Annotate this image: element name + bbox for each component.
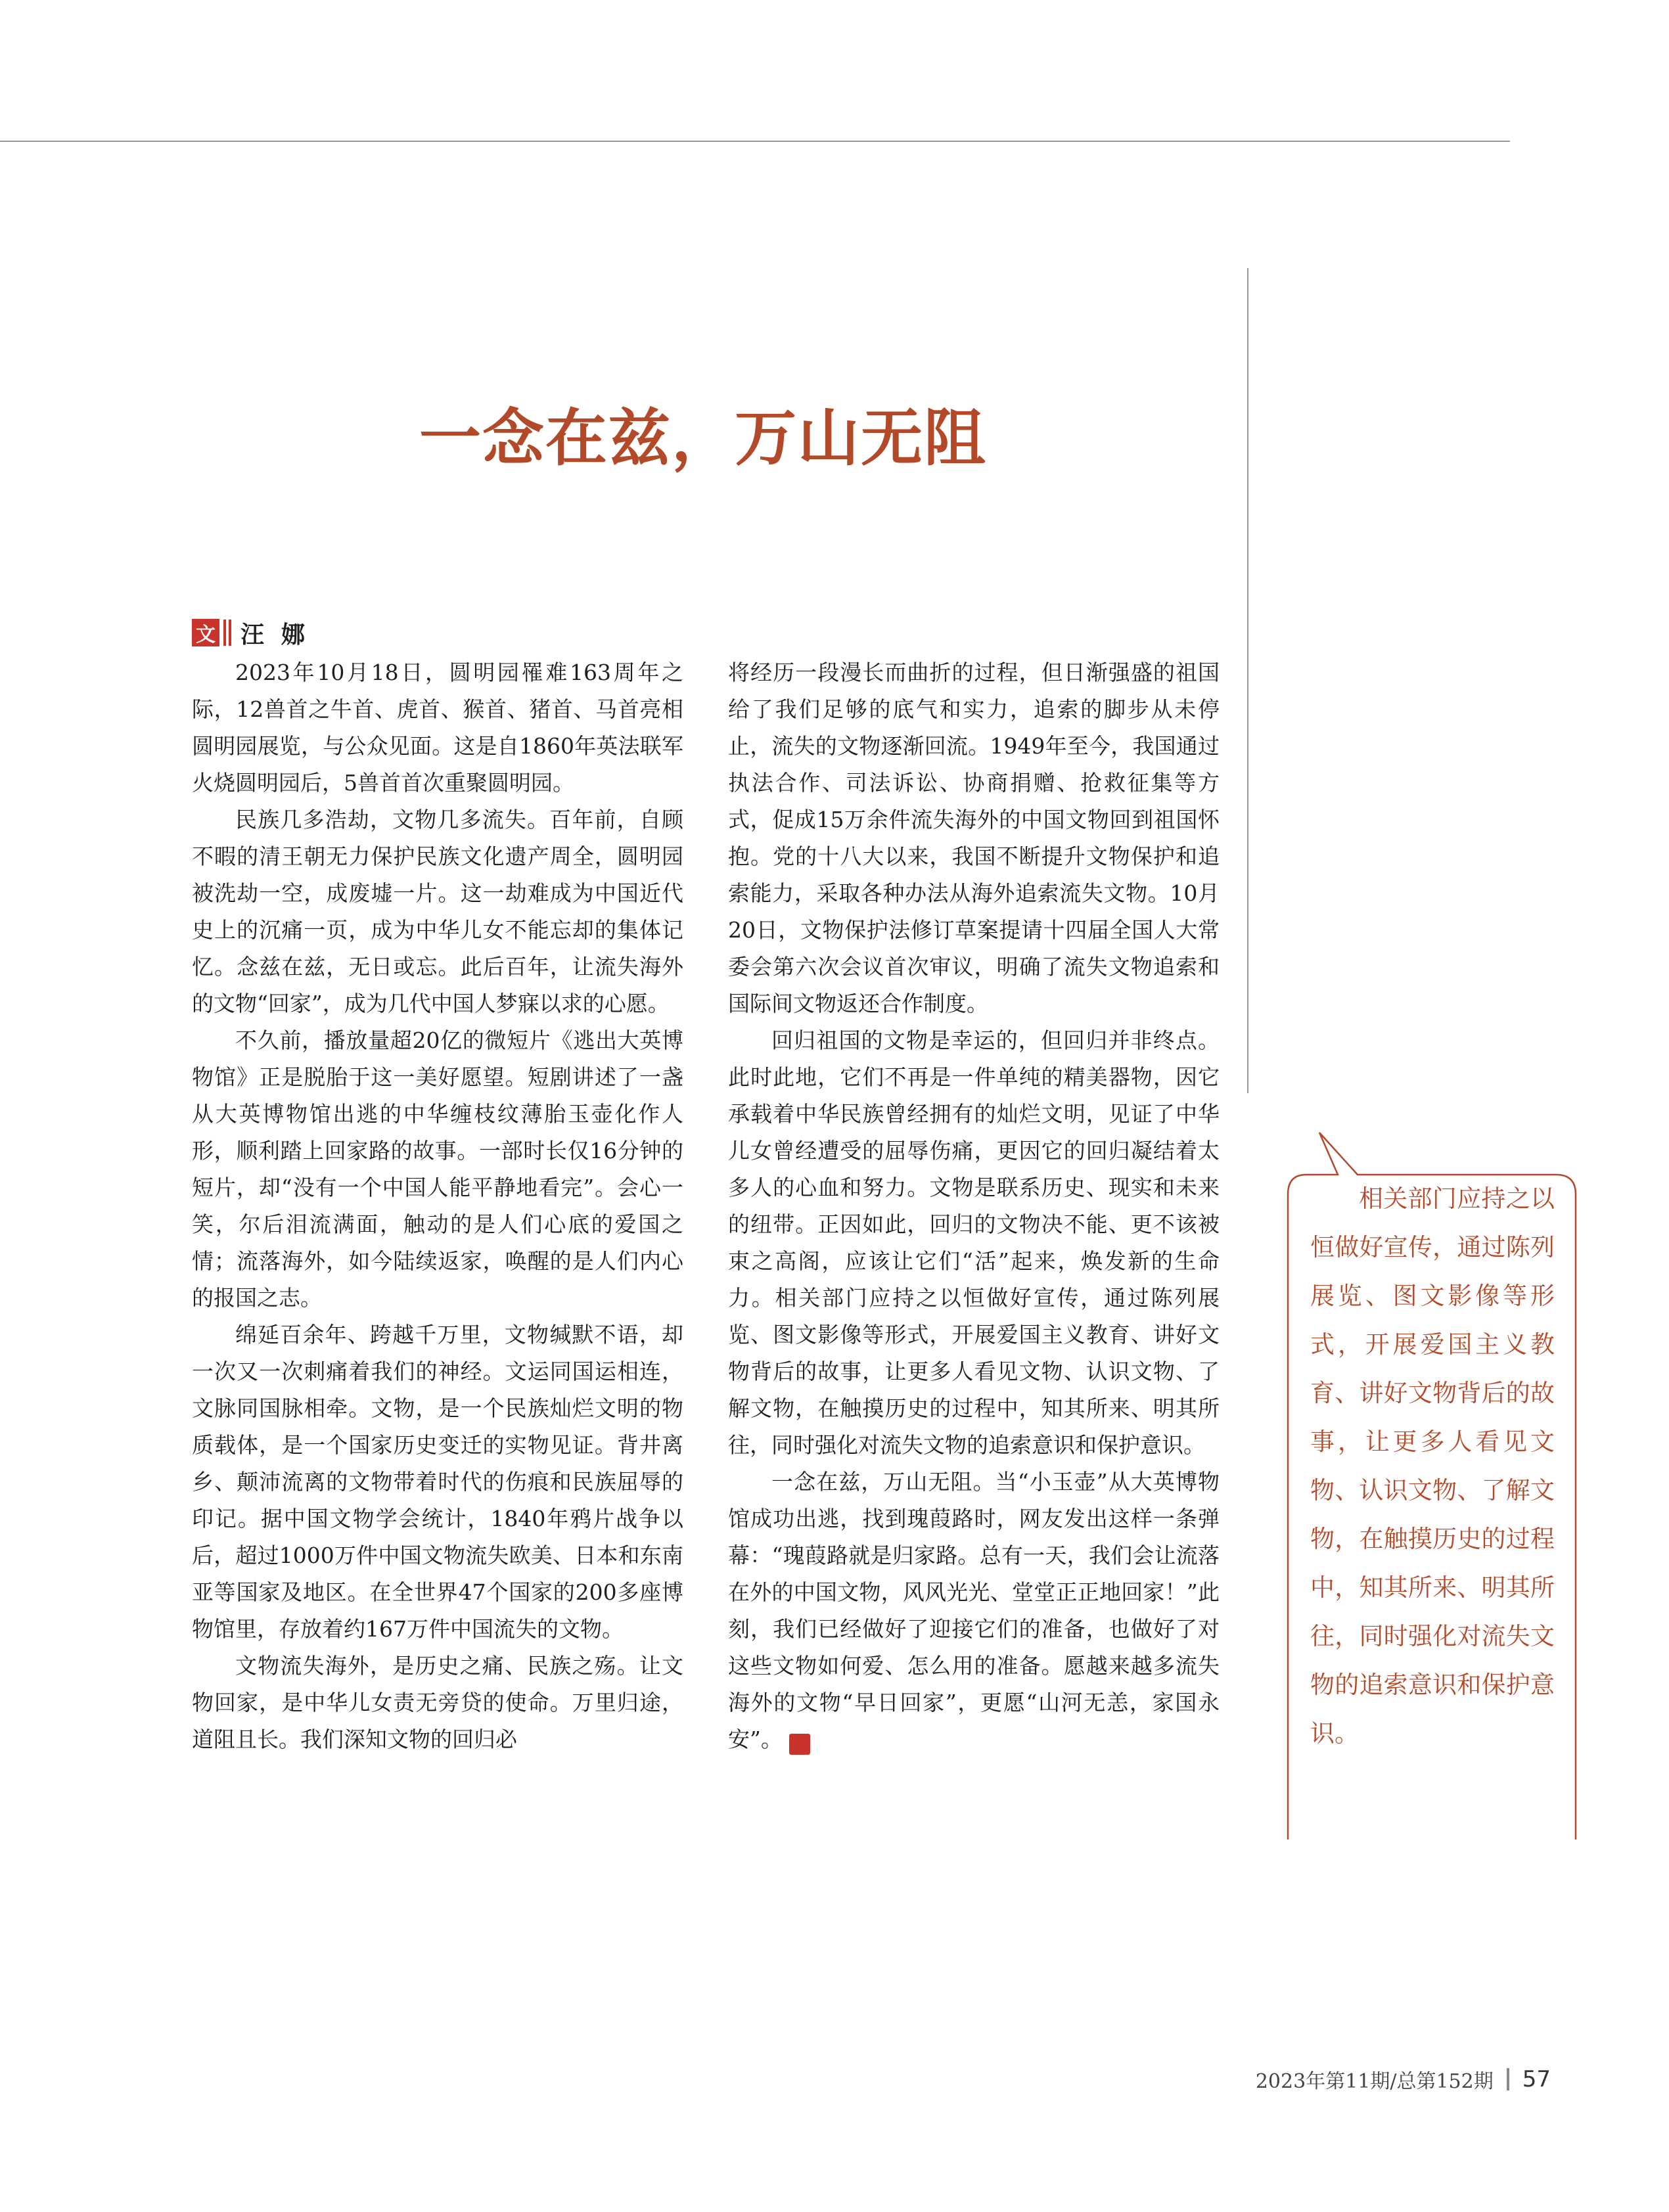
- paragraph: 回归祖国的文物是幸运的，但回归并非终点。此时此地，它们不再是一件单纯的精美器物，因它承载着中华民族曾经拥有的灿烂文明，见证了中华儿女曾经遭受的屈辱伤痛，更因它的回归凝结着太多人的心血和努力。文物是联系历史、现实和未来的纽带。正因如此，回归的文物决不能、更不该被束之高阁，应该让它们“活”起来，焕发新的生命力。相关部门应持之以恒做好宣传，通过陈列展览、图文影像等形式，开展爱国主义教育、讲好文物背后的故事，让更多人看见文物、认识文物、了解文物，在触摸历史的过程中，知其所来、明其所往，同时强化对流失文物的追索意识和保护意识。: [728, 1027, 1220, 1458]
- paragraph-text: 一念在兹，万山无阻。当“小玉壶”从大英博物馆成功出逃，找到瑰葭路时，网友发出这样一条弹幕：“瑰葭路就是归家路。总有一天，我们会让流落在外的中国文物，风风光光、堂堂正正地回家！”此刻，我们已经做好了迎接它们的准备，也做好了对这些文物如何爱、怎么用的准备。愿越来越多流失海外的文物“早日回家”，更愿“山河无恙，家国永安”。: [728, 1469, 1220, 1752]
- article-title: 一念在兹，万山无阻: [419, 403, 987, 474]
- paragraph: 绵延百余年、跨越千万里，文物缄默不语，却一次又一次刺痛着我们的神经。文运同国运相连，文脉同国脉相牵。文物，是一个民族灿烂文明的物质载体，是一个国家历史变迁的实物见证。背井离乡、颠沛流离的文物带着时代的伤痕和民族屈辱的印记。据中国文物学会统计，1840年鸦片战争以后，超过1000万件中国文物流失欧美、日本和东南亚等国家及地区。在全世界47个国家的200多座博物馆里，存放着约167万件中国流失的文物。: [192, 1322, 683, 1642]
- paragraph: 文物流失海外，是历史之痛、民族之殇。让文物回家，是中华儿女责无旁贷的使命。万里归途，道阻且长。我们深知文物的回归必: [192, 1653, 683, 1752]
- paragraph: 2023年10月18日，圆明园罹难163周年之际，12兽首之牛首、虎首、猴首、猪首、马首亮相圆明园展览，与公众见面。这是自1860年英法联军火烧圆明园后，5兽首首次重聚圆明园。: [192, 660, 683, 796]
- byline: [192, 618, 322, 648]
- paragraph: 民族几多浩劫，文物几多流失。百年前，自顾不暇的清王朝无力保护民族文化遗产周全，圆明园被洗劫一空，成废墟一片。这一劫难成为中国近代史上的沉痛一页，成为中华儿女不能忘却的集体记忆。念兹在兹，无日或忘。此后百年，让流失海外的文物“回家”，成为几代中国人梦寐以求的心愿。: [192, 807, 683, 1016]
- paragraph: 将经历一段漫长而曲折的过程，但日渐强盛的祖国给了我们足够的底气和实力，追索的脚步从未停止，流失的文物逐渐回流。1949年至今，我国通过执法合作、司法诉讼、协商捐赠、抢救征集等方式，促成15万余件流失海外的中国文物回到祖国怀抱。党的十八大以来，我国不断提升文物保护和追索能力，采取各种办法从海外追索流失文物。10月20日，文物保护法修订草案提请十四届全国人大常委会第六次会议首次审议，明确了流失文物追索和国际间文物返还合作制度。: [728, 660, 1220, 1016]
- text-column-left: [192, 654, 683, 1758]
- byline-divider: [223, 620, 226, 646]
- text-column-right: [728, 654, 1220, 1758]
- paragraph-last: [728, 1464, 1220, 1758]
- sidebar-rule: [1247, 268, 1248, 1093]
- page-footer: [1256, 2063, 1551, 2096]
- byline-badge: 文: [192, 619, 219, 646]
- page-number: 57: [1522, 2066, 1551, 2092]
- paragraph: 不久前，播放量超20亿的微短片《逃出大英博物馆》正是脱胎于这一美好愿望。短剧讲述了一盏从大英博物馆出逃的中华缠枝纹薄胎玉壶化作人形，顺利踏上回家路的故事。一部时长仅16分钟的短片，却“没有一个中国人能平静地看完”。会心一笑，尔后泪流满面，触动的是人们心底的爱国之情；流落海外，如今陆续返家，唤醒的是人们内心的报国之志。: [192, 1027, 683, 1311]
- author-name: 汪娜: [240, 621, 323, 648]
- footer-divider: [1507, 2068, 1509, 2090]
- pull-quote: [1287, 1130, 1577, 1840]
- header-rule: [0, 141, 1510, 142]
- pull-quote-text: 相关部门应持之以恒做好宣传，通过陈列展览、图文影像等形式，开展爱国主义教育、讲好文物背后的故事，让更多人看见文物、认识文物、了解文物，在触摸历史的过程中，知其所来、明其所往，同时强化对流失文物的追索意识和保护意识。: [1310, 1185, 1555, 1748]
- byline-divider-2: [229, 620, 231, 646]
- issue-info: 2023年第11期/总第152期: [1255, 2070, 1494, 2093]
- end-mark-icon: G: [789, 1734, 810, 1755]
